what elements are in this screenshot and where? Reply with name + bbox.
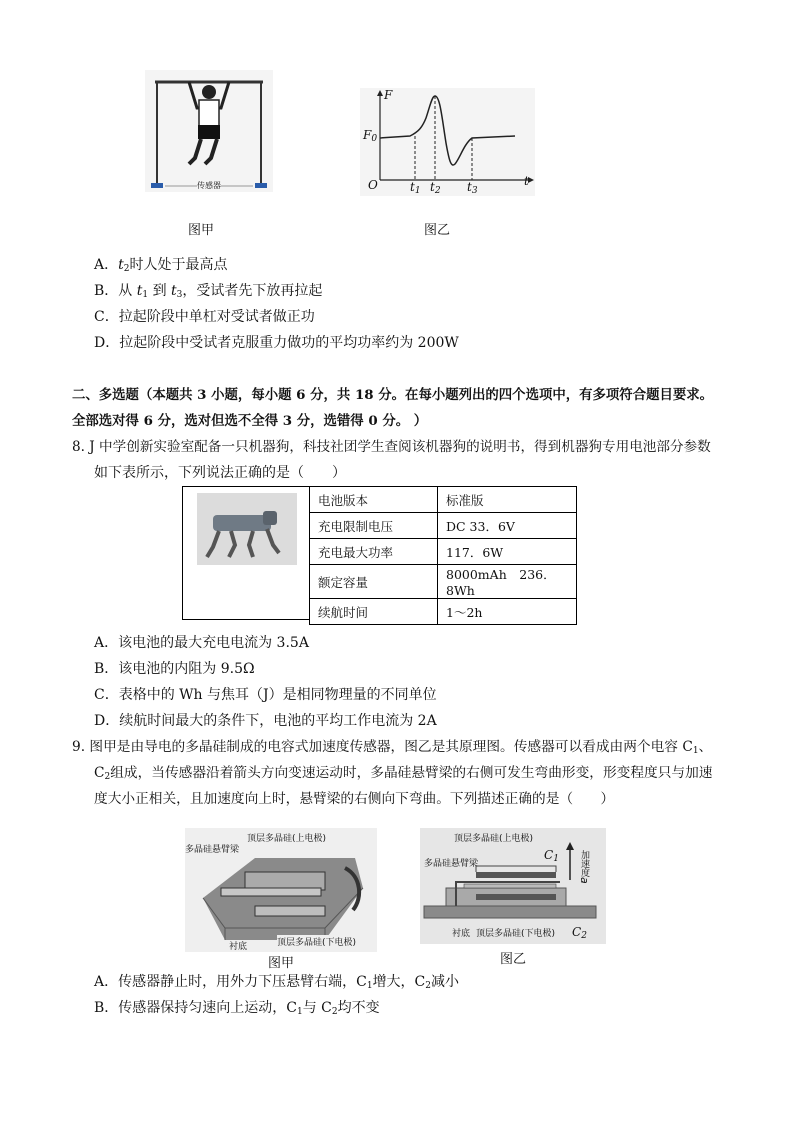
fig-jia-beam-label: 多晶硅悬臂梁 — [185, 842, 239, 855]
fig-yi-top-label: 顶层多晶硅(上电极) — [454, 834, 534, 844]
q8-option-d: D．续航时间最大的条件下，电池的平均工作电流为 2A — [94, 713, 437, 729]
q8-option-b: B．该电池的内阻为 9.5Ω — [94, 661, 255, 677]
y-axis-label: F — [384, 88, 393, 102]
fig-yi-substrate-label: 衬底 — [452, 929, 471, 939]
sensor-label: 传感器 — [197, 181, 221, 190]
q9-stem-line1: 9. 图甲是由导电的多晶硅制成的电容式加速度传感器，图乙是其原理图。传感器可以看成由两个电容 $C_1$、 — [72, 739, 713, 756]
fig-yi-accel-label: 加速度a — [578, 850, 591, 884]
sensor-schematic-figure — [420, 828, 606, 944]
sensor-3d-figure — [185, 828, 377, 952]
table-row: 充电最大功率 117．6W — [310, 539, 577, 565]
battery-spec-table — [309, 486, 577, 625]
q7-option-a: A．$t_2$时人处于最高点 — [94, 257, 228, 274]
x-axis-label: t — [524, 174, 529, 188]
fig-yi-c2: $C_2$ — [572, 925, 587, 941]
pullup-figure — [145, 70, 273, 192]
force-time-graph — [360, 88, 535, 196]
section2-heading-line2: 全部选对得 6 分，选对但选不全得 3 分，选错得 0 分。 ） — [72, 413, 428, 429]
q8-option-c: C．表格中的 Wh 与焦耳（J）是相同物理量的不同单位 — [94, 687, 437, 703]
caption-yi: 图乙 — [424, 223, 451, 238]
caption-fig9-yi: 图乙 — [500, 952, 527, 967]
q7-option-c: C．拉起阶段中单杠对受试者做正功 — [94, 309, 315, 325]
t1-label: $t_1$ — [410, 180, 421, 196]
section2-heading-line1: 二、多选题（本题共 3 小题，每小题 6 分，共 18 分。在每小题列出的四个选项中，有多项符合题目要求。 — [72, 387, 714, 403]
caption-jia: 图甲 — [188, 223, 215, 238]
fig-yi-bottom-label: 顶层多晶硅(下电极) — [476, 929, 556, 939]
fig-jia-substrate-label: 衬底 — [229, 942, 248, 952]
robot-dog-photo — [183, 487, 309, 619]
q7-option-d: D．拉起阶段中受试者克服重力做功的平均功率约为 200W — [94, 335, 459, 351]
q8-stem-line1: 8. J 中学创新实验室配备一只机器狗，科技社团学生查阅该机器狗的说明书，得到机器狗专用电池部分参数 — [72, 439, 711, 455]
caption-fig9-jia: 图甲 — [268, 956, 295, 971]
q7-option-b: B．从 $t_1$ 到 $t_3$，受试者先下放再拉起 — [94, 283, 323, 300]
t3-label: $t_3$ — [467, 180, 478, 196]
q9-stem-line3: 度大小正相关，且加速度向上时，悬臂梁的右侧向下弯曲。下列描述正确的是（ ） — [94, 791, 615, 807]
table-row: 续航时间 1～2h — [310, 599, 577, 625]
fig-yi-c1: $C_1$ — [544, 848, 559, 864]
q9-option-a: A．传感器静止时，用外力下压悬臂右端，$C_1$增大，$C_2$减小 — [94, 974, 460, 991]
table-row: 电池版本 标准版 — [310, 487, 577, 513]
q9-stem-line2: $C_2$组成，当传感器沿着箭头方向变速运动时，多晶硅悬臂梁的右侧可发生弯曲形变，形变程度只与加速 — [94, 765, 713, 782]
t2-label: $t_2$ — [430, 180, 441, 196]
table-row: 额定容量 8000mAh 236．8Wh — [310, 565, 577, 599]
fig-jia-top-label: 顶层多晶硅(上电极) — [247, 834, 327, 844]
fig-jia-bottom-label: 顶层多晶硅(下电极) — [277, 935, 356, 948]
origin-label: O — [368, 178, 378, 192]
q8-option-a: A．该电池的最大充电电流为 3.5A — [94, 635, 309, 651]
table-row: 充电限制电压 DC 33．6V — [310, 513, 577, 539]
q8-stem-line2: 如下表所示，下列说法正确的是（ ） — [94, 465, 346, 481]
q9-option-b: B．传感器保持匀速向上运动，$C_1$与 $C_2$均不变 — [94, 1000, 380, 1017]
robot-dog-photo-frame — [182, 486, 309, 620]
fig-yi-beam-label: 多晶硅悬臂梁 — [424, 859, 479, 869]
f0-label: $F_0$ — [363, 128, 378, 144]
